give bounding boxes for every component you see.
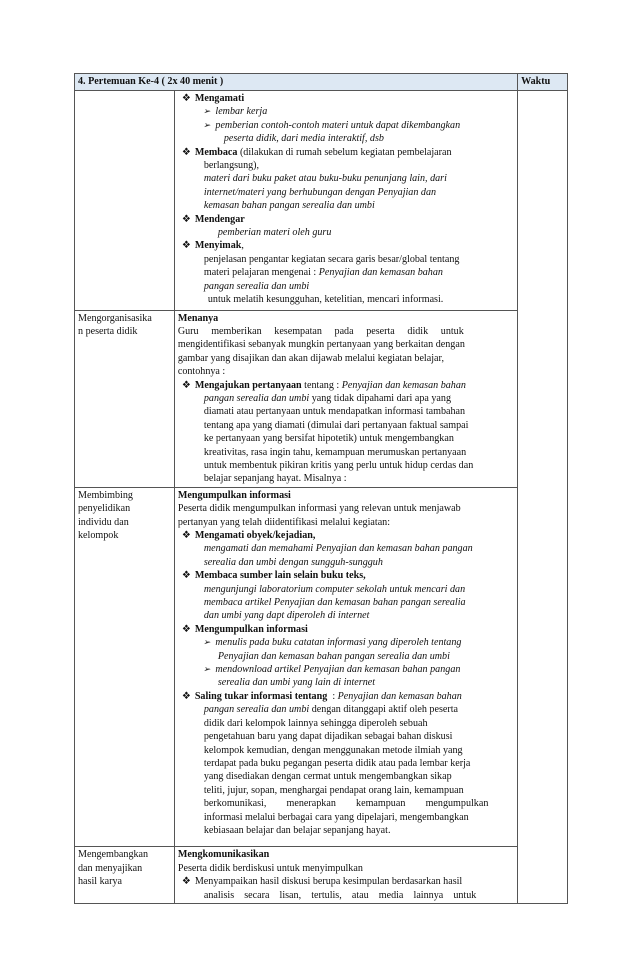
meeting-title: 4. Pertemuan Ke-4 ( 2x 40 menit ) [75,74,518,91]
mengamati-obyek-label: Mengamati obyek/kejadian, [194,530,316,541]
lesson-plan-page [74,73,568,904]
menanya-text-3: gambar yang disajikan dan akan dijawab melalui kegiatan belajar, [177,352,444,364]
arrow-bullet-icon: ➢ [202,119,211,130]
menanya-title: Menanya [177,312,219,324]
row4-phase-cell [75,847,175,904]
diamond-bullet-icon: ❖ [181,623,191,635]
saling-tukar-text-1b: Penyajian dan kemasan bahan [337,690,462,702]
contoh-materi-text-cont: peserta didik, dari media interaktif, dsb [223,133,384,145]
diamond-bullet-icon: ❖ [181,379,191,391]
mengajukan-text-2b: yang tidak dipahami dari apa yang [309,392,451,404]
obyek-text-1: mengamati dan memahami Penyajian dan kemasan bahan pangan [203,543,473,555]
phase-label-1: Mengembangkan [78,849,149,861]
waktu-cell [518,91,568,904]
download-text-2: serealia dan umbi yang lain di internet [217,677,376,689]
diamond-bullet-icon: ❖ [181,213,191,225]
lesson-plan-table [74,73,568,904]
waktu-header: Waktu [518,74,568,91]
diamond-bullet-icon: ❖ [181,240,191,252]
saling-tukar-text-3: didik dari kelompok lainnya sehingga diperoleh sebuah [203,717,428,729]
mendengar-label: Mendengar [194,213,245,225]
arrow-bullet-icon: ➢ [202,106,211,117]
menyimak-comma: , [241,240,244,252]
mengkomunikasikan-title: Mengkomunikasikan [177,849,270,861]
menyimak-text-2b: Penyajian dan kemasan bahan [318,267,443,279]
saling-tukar-text-6: terdapat pada buku pegangan peserta didik atau pada lembar kerja [203,757,471,769]
catatan-text-2: Penyajian dan kemasan bahan pangan serealia dan umbi [217,650,450,662]
phase-label-2: n peserta didik [78,325,138,337]
phase-label-3: hasil karya [78,876,123,888]
row3-phase-cell [75,487,175,847]
row2-activity-cell [174,310,517,487]
phase-label-3: individu dan [78,516,129,528]
mengajukan-label: Mengajukan pertanyaan [194,379,302,391]
row3-activity-cell [174,487,517,847]
diamond-bullet-icon: ❖ [181,690,191,702]
phase-label-2: penyelidikan [78,503,131,515]
menyimak-label: Menyimak [194,240,242,252]
materi-text-2: internet/materi yang berhubungan dengan Penyajian dan [203,186,437,198]
mengumpulkan-text-1: Peserta didik mengumpulkan informasi yang relevan untuk menjawab [177,503,461,515]
row2-phase-cell [75,310,175,487]
mengajukan-text-7: untuk membentuk pikiran kritis yang perlu untuk hidup cerdas dan [203,459,474,471]
menanya-text-4: contohnya : [177,366,226,378]
sumber-text-2: membaca artikel Penyajian dan kemasan bahan pangan serealia [203,597,466,609]
menyimak-text-2a: materi pelajaran mengenai : [203,267,319,279]
mengumpulkan-title: Mengumpulkan informasi [177,489,291,501]
diamond-bullet-icon: ❖ [181,570,191,582]
menanya-text-2: mengidentifikasi sebanyak mungkin pertanyaan yang berkaitan dengan [177,339,465,351]
diamond-bullet-icon: ❖ [181,93,191,104]
saling-tukar-text-8: teliti, jujur, sopan, menghargai pendapat orang lain, kemampuan [203,784,464,796]
mendengar-text: pemberian materi oleh guru [217,227,332,239]
phase-label-2: dan menyajikan [78,862,143,874]
menanya-text-1: Guru memberikan kesempatan pada peserta didik untuk [177,325,464,337]
table-row [75,487,568,847]
phase-label-1: Membimbing [78,489,133,501]
materi-text-3: kemasan bahan pangan serealia dan umbi [203,200,375,212]
saling-tukar-text-4: pengetahuan baru yang dapat dijadikan sebagai bahan diskusi [203,731,453,743]
row4-activity-cell [174,847,517,904]
saling-tukar-label: Saling tukar informasi tentang [194,690,328,702]
phase-label-4: kelompok [78,530,119,541]
saling-tukar-text-7: yang disediakan dengan cermat untuk mengembangkan sikap [203,771,452,783]
diamond-bullet-icon: ❖ [181,876,191,888]
mengajukan-text-4: tentang apa yang diamati (dimulai dari pertanyaan faktual sampai [203,419,469,431]
diamond-bullet-icon: ❖ [181,530,191,541]
catatan-text-1: menulis pada buku catatan informasi yang diperoleh tentang [215,637,462,649]
menyimak-text-4: untuk melatih kesungguhan, ketelitian, mencari informasi. [207,294,444,306]
mengkomunikasikan-text: Peserta didik berdiskusi untuk menyimpulkan [177,862,363,874]
obyek-text-2: serealia dan umbi dengan sungguh-sungguh [203,556,383,568]
table-row [75,847,568,904]
menyampaikan-text-2: analisis secara lisan, tertulis, atau media lainnya untuk [203,889,477,901]
sumber-text-3: dan umbi yang dapt diperoleh di internet [203,610,370,622]
arrow-bullet-icon: ➢ [202,637,211,648]
lembar-kerja-text: lembar kerja [215,106,268,118]
mengajukan-text-5: ke pertanyaan yang bersifat hipotetik) untuk mengembangkan [203,433,454,445]
menyimak-text-3: pangan serealia dan umbi [203,280,310,292]
mengamati-label: Mengamati [194,93,245,104]
sumber-text-1: mengunjungi laboratorium computer sekolah untuk mencari dan [203,583,466,595]
membaca-sumber-label: Membaca sumber lain selain buku teks, [194,570,366,582]
materi-text-1: materi dari buku paket atau buku-buku penunjang lain, dari [203,173,447,185]
mengumpulkan-text-2: pertanyan yang telah diidentifikasi melalui kegiatan: [177,516,391,528]
membaca-text-cont: berlangsung), [203,160,260,172]
menyimak-text-1: penjelasan pengantar kegiatan secara garis besar/global tentang [203,253,460,265]
table-header-row [75,74,568,91]
mengajukan-text-6: kreativitas, rasa ingin tahu, kemampuan merumuskan pertanyaan [203,446,467,458]
mengajukan-text-1b: Penyajian dan kemasan bahan [341,379,466,391]
saling-tukar-text-2a: pangan serealia dan umbi [203,704,310,716]
menyampaikan-text-1: Menyampaikan hasil diskusi berupa kesimpulan berdasarkan hasil [194,876,463,888]
membaca-text: (dilakukan di rumah sebelum kegiatan pembelajaran [237,146,452,158]
download-text-1: mendownload artikel Penyajian dan kemasan bahan pangan [215,664,461,676]
phase-label-1: Mengorganisasika [78,312,152,324]
contoh-materi-text: pemberian contoh-contoh materi untuk dapat dikembangkan [215,119,461,131]
table-row [75,310,568,487]
diamond-bullet-icon: ❖ [181,146,191,158]
saling-tukar-text-5: kelompok kemudian, dengan menggunakan metode ilmiah yang [203,744,463,756]
saling-tukar-text-9: berkomunikasi, menerapkan kemampuan mengumpulkan [203,798,489,810]
membaca-label: Membaca [194,146,238,158]
mengajukan-text-3: diamati atau pertanyaan untuk mendapatkan informasi tambahan [203,406,466,418]
mengajukan-text-2a: pangan serealia dan umbi [203,392,310,404]
table-row [75,91,568,311]
mengajukan-text-1a: tentang : [301,379,342,391]
arrow-bullet-icon: ➢ [202,664,211,675]
saling-tukar-text-1a: : [327,690,338,702]
mengumpulkan-informasi-label: Mengumpulkan informasi [194,623,308,635]
mengajukan-text-8: belajar sepanjang hayat. Misalnya : [203,473,347,485]
saling-tukar-text-11: kebiasaan belajar dan belajar sepanjang hayat. [203,824,391,836]
row1-phase-cell [75,91,175,311]
saling-tukar-text-10: informasi melalui berbagai cara yang dipelajari, mengembangkan [203,811,469,823]
saling-tukar-text-2b: dengan ditanggapi aktif oleh peserta [309,704,459,716]
row1-activity-cell [174,91,517,311]
